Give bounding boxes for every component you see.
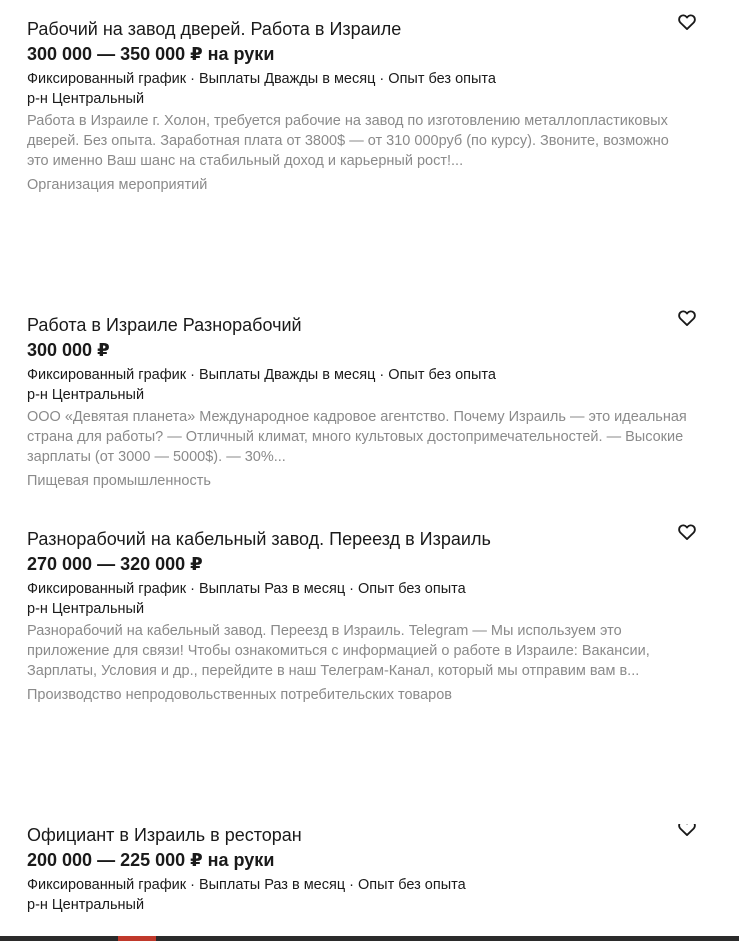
favorite-button[interactable] bbox=[676, 521, 698, 543]
listing-title[interactable]: Официант в Израиль в ресторан bbox=[27, 825, 302, 845]
favorite-button[interactable] bbox=[676, 307, 698, 329]
favorite-button[interactable] bbox=[676, 824, 698, 839]
listing-district: р-н Центральный bbox=[27, 601, 145, 617]
listing-card[interactable] bbox=[0, 528, 739, 718]
listing-title[interactable]: Разнорабочий на кабельный завод. Переезд в Израиль bbox=[27, 529, 491, 549]
listing-salary: 300 000 ₽ bbox=[27, 340, 110, 360]
listing-meta: Фиксированный график · Выплаты Дважды в месяц · Опыт без опыта bbox=[27, 71, 496, 87]
bottom-bar-accent bbox=[118, 936, 156, 941]
favorite-button[interactable] bbox=[676, 11, 698, 33]
listing-meta: Фиксированный график · Выплаты Раз в месяц · Опыт без опыта bbox=[27, 877, 466, 893]
bottom-bar bbox=[0, 936, 739, 941]
heart-outline-icon bbox=[677, 12, 697, 32]
listing-category: Организация мероприятий bbox=[27, 177, 208, 193]
listing-salary: 300 000 — 350 000 ₽ на руки bbox=[27, 44, 275, 64]
listing-district: р-н Центральный bbox=[27, 91, 145, 107]
listing-description: Разнорабочий на кабельный завод. Переезд в Израиль. Telegram — Мы используем это приложение для связи! Чтобы ознакомиться с информацией о работе в Израиле: Вакансии, Зарплаты, Условия и др., перейдите в наш Телеграм-Канал, который мы отправим вам в... bbox=[27, 623, 650, 679]
heart-outline-icon bbox=[677, 824, 697, 838]
listing-card[interactable] bbox=[0, 824, 739, 936]
listing-category: Пищевая промышленность bbox=[27, 473, 211, 489]
listing-meta: Фиксированный график · Выплаты Дважды в месяц · Опыт без опыта bbox=[27, 367, 496, 383]
listing-salary: 270 000 — 320 000 ₽ bbox=[27, 554, 203, 574]
listing-district: р-н Центральный bbox=[27, 897, 145, 913]
listing-salary: 200 000 — 225 000 ₽ на руки bbox=[27, 850, 275, 870]
heart-outline-icon bbox=[677, 522, 697, 542]
listing-description: Работа в Израиле г. Холон, требуется рабочие на завод по изготовлению металлопластиковых дверей. Без опыта. Заработная плата от 3800$ — от 310 000руб (по курсу). Звоните, возможно это именно Ваш шанс на стабильный доход и карьерный рост!... bbox=[27, 113, 669, 169]
listing-title[interactable]: Рабочий на завод дверей. Работа в Израиле bbox=[27, 19, 402, 39]
listing-description: ООО «Девятая планета» Международное кадровое агентство. Почему Израиль — это идеальная страна для работы? — Отличный климат, много культовых достопримечательностей. — Высокие зарплаты (от 3000 — 5000$). — 30%... bbox=[27, 409, 687, 465]
listing-title[interactable]: Работа в Израиле Разнорабочий bbox=[27, 315, 302, 335]
listing-district: р-н Центральный bbox=[27, 387, 145, 403]
listing-meta: Фиксированный график · Выплаты Раз в месяц · Опыт без опыта bbox=[27, 581, 466, 597]
listing-category: Производство непродовольственных потребительских товаров bbox=[27, 687, 452, 703]
heart-outline-icon bbox=[677, 308, 697, 328]
listing-card[interactable] bbox=[0, 314, 739, 504]
listing-card[interactable] bbox=[0, 18, 739, 208]
